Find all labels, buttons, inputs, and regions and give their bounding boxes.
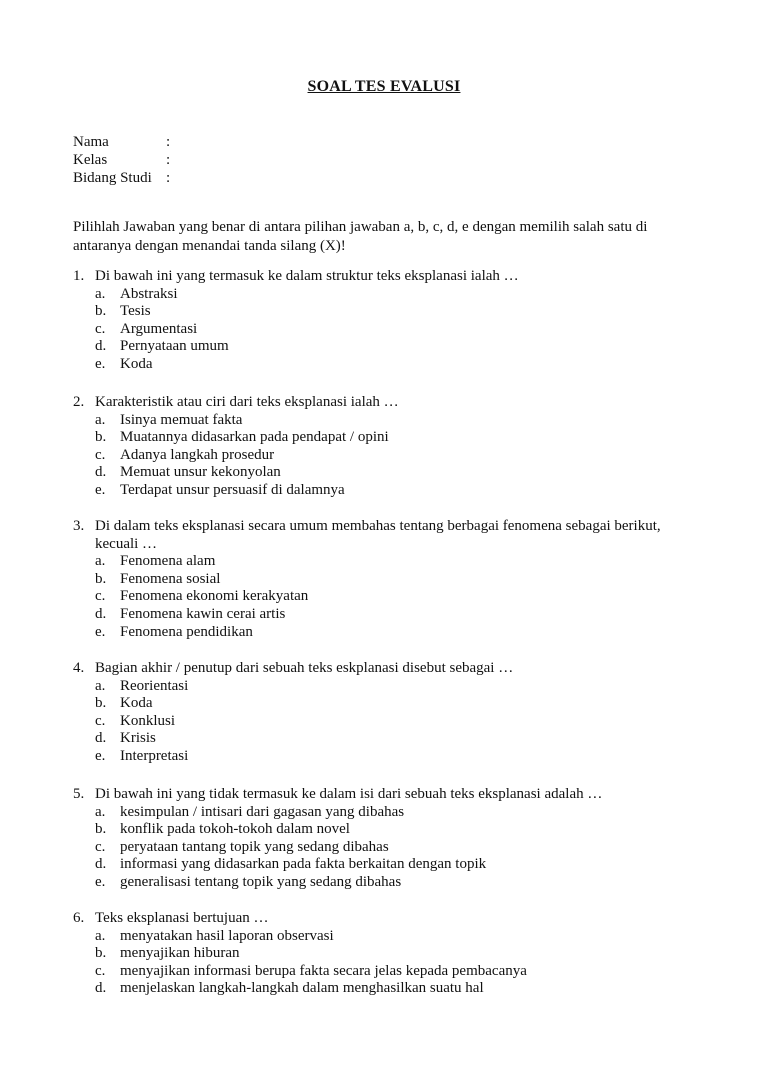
option-a[interactable]: [95, 286, 693, 304]
question-stem: Bagian akhir / penutup dari sebuah teks eskplanasi disebut sebagai …: [95, 660, 514, 676]
question-stem: Di bawah ini yang termasuk ke dalam struktur teks eksplanasi ialah …: [95, 268, 519, 284]
option-letter: c.: [95, 962, 106, 979]
option-letter: d.: [95, 856, 107, 873]
question-stem: Karakteristik atau ciri dari teks eksplanasi ialah …: [95, 394, 399, 410]
option-text: Fenomena sosial: [120, 570, 221, 587]
identity-label: Nama: [73, 134, 109, 150]
option-b[interactable]: [95, 821, 693, 839]
option-text: Konklusi: [120, 712, 176, 729]
option-text: Fenomena kawin cerai artis: [120, 605, 286, 622]
question-number: 4.: [73, 660, 85, 676]
option-letter: d.: [95, 730, 107, 747]
option-letter: e.: [95, 481, 106, 498]
option-letter: a.: [95, 803, 106, 820]
option-e[interactable]: [95, 748, 693, 766]
option-e[interactable]: [95, 624, 693, 642]
option-letter: e.: [95, 873, 106, 890]
option-letter: b.: [95, 695, 107, 712]
option-letter: b.: [95, 303, 107, 320]
option-letter: d.: [95, 605, 107, 622]
option-text: Terdapat unsur persuasif di dalamnya: [120, 481, 345, 498]
option-letter: b.: [95, 945, 107, 962]
option-c[interactable]: [95, 839, 693, 857]
option-c[interactable]: [95, 447, 693, 465]
question-2: [73, 394, 693, 500]
option-letter: e.: [95, 623, 106, 640]
identity-label: Bidang Studi: [73, 170, 152, 186]
identity-row-kelas: [73, 151, 170, 169]
option-d[interactable]: [95, 606, 693, 624]
option-text: konflik pada tokoh-tokoh dalam novel: [120, 821, 350, 838]
option-letter: e.: [95, 747, 106, 764]
option-letter: d.: [95, 980, 107, 997]
question-3: [73, 518, 693, 641]
identity-label: Kelas: [73, 152, 108, 168]
option-letter: c.: [95, 712, 106, 729]
option-text: Abstraksi: [120, 285, 178, 302]
question-number: 1.: [73, 268, 85, 284]
instruction-line: Pilihlah Jawaban yang benar di antara pilihan jawaban a, b, c, d, e dengan memilih salah satu di: [73, 219, 648, 235]
option-letter: e.: [95, 355, 106, 372]
option-letter: b.: [95, 429, 107, 446]
identity-row-nama: [73, 133, 170, 151]
option-letter: c.: [95, 320, 106, 337]
option-a[interactable]: [95, 804, 693, 822]
option-text: Argumentasi: [120, 320, 198, 337]
option-letter: d.: [95, 338, 107, 355]
option-b[interactable]: [95, 303, 693, 321]
option-letter: d.: [95, 464, 107, 481]
option-c[interactable]: [95, 321, 693, 339]
option-text: Reorientasi: [120, 677, 189, 694]
option-b[interactable]: [95, 945, 693, 963]
identity-colon: :: [166, 170, 171, 186]
option-text: Memuat unsur kekonyolan: [120, 464, 281, 481]
option-e[interactable]: [95, 874, 693, 892]
option-text: menyajikan hiburan: [120, 945, 240, 962]
option-text: kesimpulan / intisari dari gagasan yang dibahas: [120, 803, 405, 820]
question-stem: Di dalam teks eksplanasi secara umum membahas tentang berbagai fenomena sebagai berikut, kecuali …: [95, 518, 661, 552]
option-e[interactable]: [95, 356, 693, 374]
identity-colon: :: [166, 152, 171, 168]
option-text: menyatakan hasil laporan observasi: [120, 927, 334, 944]
option-text: menjelaskan langkah-langkah dalam menghasilkan suatu hal: [120, 980, 484, 997]
instruction-line: antaranya dengan menandai tanda silang (X)!: [73, 238, 346, 254]
option-letter: a.: [95, 677, 106, 694]
option-a[interactable]: [95, 678, 693, 696]
option-text: Krisis: [120, 730, 156, 747]
option-c[interactable]: [95, 963, 693, 981]
option-text: Tesis: [120, 303, 151, 320]
instruction: [73, 218, 693, 256]
option-letter: b.: [95, 570, 107, 587]
option-text: Koda: [120, 355, 153, 372]
option-d[interactable]: [95, 730, 693, 748]
option-text: Fenomena ekonomi kerakyatan: [120, 588, 309, 605]
option-d[interactable]: [95, 464, 693, 482]
option-e[interactable]: [95, 482, 693, 500]
question-stem: Teks eksplanasi bertujuan …: [95, 910, 269, 926]
question-number: 5.: [73, 786, 85, 802]
question-number: 3.: [73, 518, 85, 534]
option-letter: a.: [95, 927, 106, 944]
option-text: menyajikan informasi berupa fakta secara jelas kepada pembacanya: [120, 962, 527, 979]
option-letter: b.: [95, 821, 107, 838]
option-text: informasi yang didasarkan pada fakta berkaitan dengan topik: [120, 856, 487, 873]
option-text: Pernyataan umum: [120, 338, 229, 355]
option-text: Interpretasi: [120, 747, 189, 764]
option-text: Isinya memuat fakta: [120, 411, 243, 428]
option-a[interactable]: [95, 412, 693, 430]
option-text: Fenomena alam: [120, 553, 216, 570]
option-text: peryataan tantang topik yang sedang dibahas: [120, 838, 389, 855]
option-c[interactable]: [95, 588, 693, 606]
option-a[interactable]: [95, 928, 693, 946]
question-4: [73, 660, 693, 766]
question-stem: Di bawah ini yang tidak termasuk ke dalam isi dari sebuah teks eksplanasi adalah …: [95, 786, 603, 802]
option-text: Muatannya didasarkan pada pendapat / opini: [120, 429, 389, 446]
question-number: 6.: [73, 910, 85, 926]
option-b[interactable]: [95, 695, 693, 713]
option-c[interactable]: [95, 713, 693, 731]
option-b[interactable]: [95, 571, 693, 589]
option-letter: a.: [95, 411, 106, 428]
question-6: [73, 910, 693, 998]
option-letter: c.: [95, 446, 106, 463]
document-title: SOAL TES EVALUSI: [307, 78, 461, 95]
option-d[interactable]: [95, 338, 693, 356]
option-d[interactable]: [95, 856, 693, 874]
option-text: generalisasi tentang topik yang sedang dibahas: [120, 873, 402, 890]
option-b[interactable]: [95, 429, 693, 447]
option-letter: c.: [95, 838, 106, 855]
option-letter: a.: [95, 285, 106, 302]
question-number: 2.: [73, 394, 85, 410]
option-d[interactable]: [95, 980, 693, 998]
identity-colon: :: [166, 134, 171, 150]
option-text: Koda: [120, 695, 153, 712]
option-letter: a.: [95, 553, 106, 570]
option-text: Adanya langkah prosedur: [120, 446, 275, 463]
option-text: Fenomena pendidikan: [120, 623, 253, 640]
option-letter: c.: [95, 588, 106, 605]
option-a[interactable]: [95, 553, 693, 571]
question-5: [73, 786, 693, 892]
question-1: [73, 268, 693, 374]
identity-row-bidang-studi: [73, 169, 170, 187]
